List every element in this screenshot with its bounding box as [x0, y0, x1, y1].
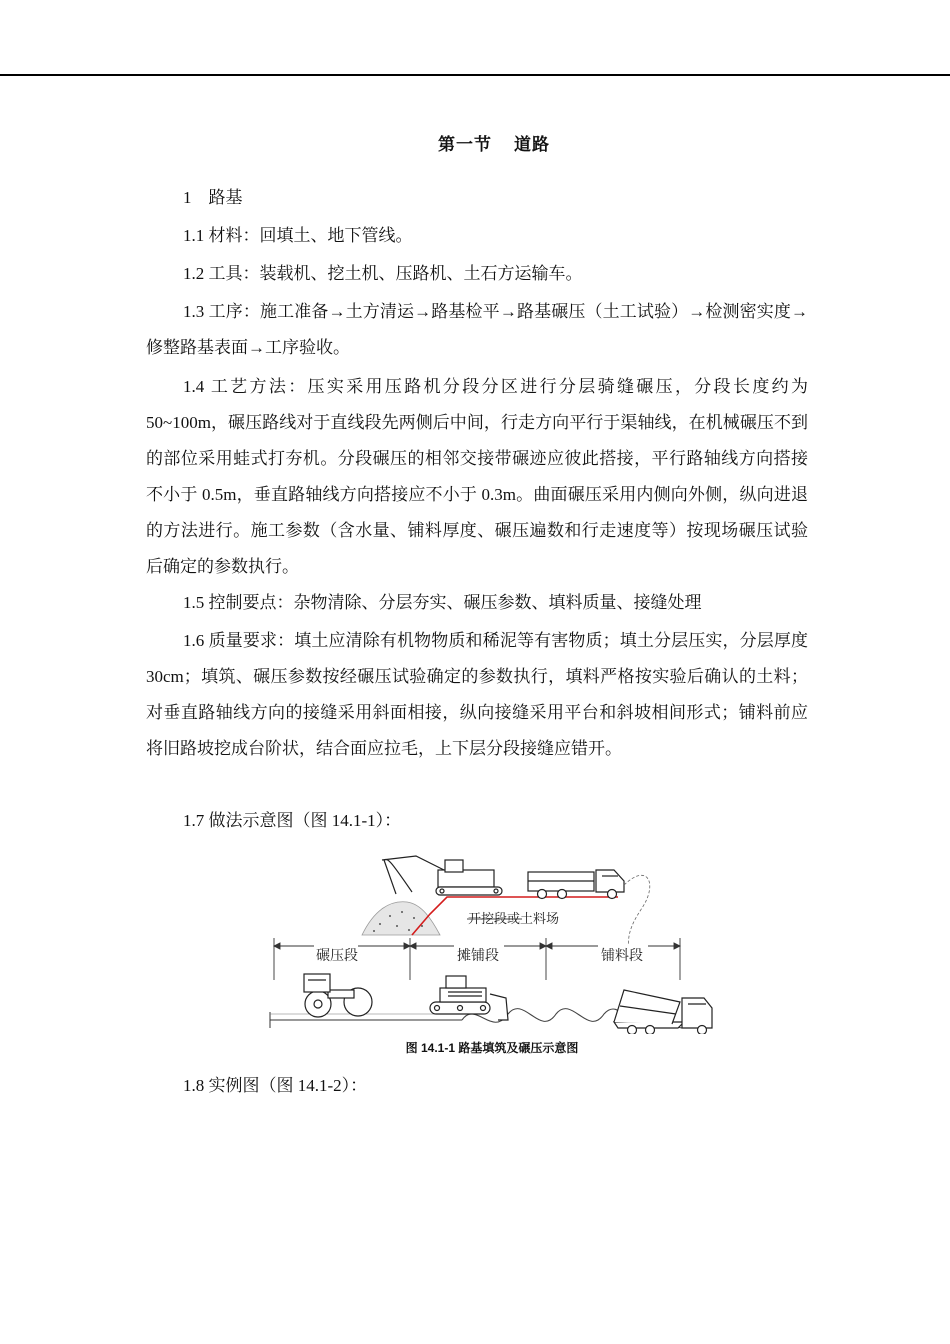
section-title [0, 130, 950, 155]
paragraph-tools: 1.2 工具：装载机、挖土机、压路机、土石方运输车。 [183, 264, 583, 283]
label-rolling-section: 碾压段 [316, 949, 358, 964]
section-title-text: 道路 [514, 135, 550, 154]
soil-pile [362, 902, 440, 935]
subsection-heading: 1 路基 [183, 188, 243, 207]
haul-route-curve [624, 875, 650, 954]
paragraph-diagram-ref: 1.7 做法示意图（图 14.1-1）： [183, 811, 402, 830]
excavator-icon [382, 856, 502, 895]
paragraph-control-points: 1.5 控制要点：杂物清除、分层夯实、碾压参数、填料质量、接缝处理 [183, 593, 702, 612]
dump-truck-bottom-icon [614, 990, 712, 1034]
dump-truck-top-icon [528, 870, 624, 899]
diagram-svg [262, 852, 724, 1034]
label-spreading-section: 摊铺段 [457, 949, 499, 964]
paragraph-method: 1.4 工艺方法：压实采用压路机分段分区进行分层骑缝碾压，分段长度约为50~100m，碾压路线对于直线段先两侧后中间，行走方向平行于渠轴线，在机械碾压不到的部位采用蛙式打夯机。分段碾压的相邻交接带碾迹应彼此搭接，平行路轴线方向搭接不小于 0.5m，垂直路轴线方向搭接应不小于 0.3m。曲面碾压采用内侧向外侧，纵向进退的方法进行。施工参数（含水量、铺料厚度、碾压遍数和行走速度等）按现场碾压试验后确定的参数执行。 [146, 377, 808, 576]
paragraph-quality: 1.6 质量要求：填土应清除有机物物质和稀泥等有害物质；填土分层压实，分层厚度 30cm；填筑、碾压参数按经碾压试验确定的参数执行，填料严格按实验后确认的土料；对垂直路轴线方向的接缝采用斜面相接，纵向接缝采用平台和斜坡相间形式；铺料前应将旧路坡挖成台阶状，结合面应拉毛，上下层分段接缝应错开。 [146, 631, 808, 758]
label-borrow-area: 开挖段或土料场 [468, 911, 560, 926]
paragraph-procedure: 1.3 工序：施工准备→土方清运→路基检平→路基碾压（土工试验）→检测密实度→修整路基表面→工序验收。 [146, 302, 808, 357]
paragraph-materials: 1.1 材料：回填土、地下管线。 [183, 226, 413, 245]
label-paving-section: 铺料段 [601, 949, 643, 964]
bulldozer-icon [430, 976, 508, 1020]
construction-diagram [262, 852, 724, 1034]
header-rule [0, 74, 950, 76]
paragraph-example-ref: 1.8 实例图（图 14.1-2）： [183, 1076, 368, 1095]
figure-caption: 图 14.1-1 路基填筑及碾压示意图 [405, 1041, 579, 1055]
road-roller-icon [304, 974, 372, 1017]
section-title-number: 第一节 [438, 135, 492, 154]
